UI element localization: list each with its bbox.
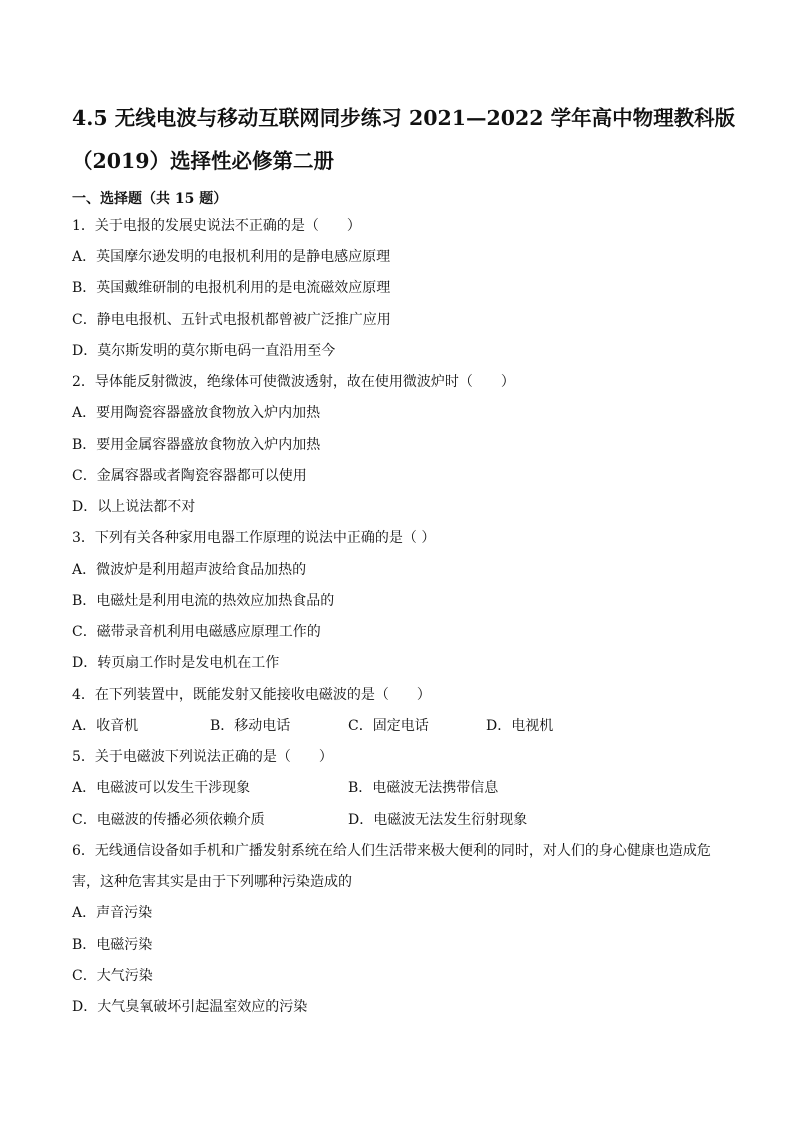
question-6-option-c: C．大气污染 [72,968,153,984]
question-2-option-a: A．要用陶瓷容器盛放食物放入炉内加热 [72,405,321,421]
question-3-option-d: D．转页扇工作时是发电机在工作 [72,655,280,671]
question-5-option-a: A．电磁波可以发生干涉现象 [72,780,251,796]
question-2-option-b: B．要用金属容器盛放食物放入炉内加热 [72,437,321,453]
question-4-option-b: B．移动电话 [210,718,291,734]
question-6-stem-line-1: 6．无线通信设备如手机和广播发射系统在给人们生活带来极大便利的同时，对人们的身心健康也造成危 [72,843,711,859]
question-2-option-c: C．金属容器或者陶瓷容器都可以使用 [72,468,307,484]
question-5-option-d: D．电磁波无法发生衍射现象 [348,812,528,828]
question-1-stem: 1．关于电报的发展史说法不正确的是（ ） [72,218,361,234]
question-1-option-a: A．英国摩尔逊发明的电报机利用的是静电感应原理 [72,249,391,265]
section-heading: 一、选择题（共 15 题） [72,191,228,207]
question-5-option-b: B．电磁波无法携带信息 [348,780,499,796]
question-6-option-a: A．声音污染 [72,905,153,921]
question-3-stem: 3．下列有关各种家用电器工作原理的说法中正确的是（ ） [72,530,436,546]
question-5-stem: 5．关于电磁波下列说法正确的是（ ） [72,749,333,765]
question-5-option-c: C．电磁波的传播必须依赖介质 [72,812,265,828]
question-4-stem: 4．在下列装置中，既能发射又能接收电磁波的是（ ） [72,687,431,703]
question-6-stem-line-2: 害，这种危害其实是由于下列哪种污染造成的 [72,874,352,890]
question-3-option-c: C．磁带录音机利用电磁感应原理工作的 [72,624,321,640]
question-1-option-b: B．英国戴维研制的电报机利用的是电流磁效应原理 [72,280,391,296]
question-2-stem: 2．导体能反射微波，绝缘体可使微波透射，故在使用微波炉时（ ） [72,374,515,390]
question-3-option-a: A．微波炉是利用超声波给食品加热的 [72,562,307,578]
question-4-option-d: D．电视机 [486,718,554,734]
question-4-option-c: C．固定电话 [348,718,429,734]
question-1-option-c: C．静电电报机、五针式电报机都曾被广泛推广应用 [72,312,391,328]
document-title-line-2: （2019）选择性必修第二册 [72,149,335,173]
question-4-option-a: A．收音机 [72,718,139,734]
question-6-option-b: B．电磁污染 [72,937,153,953]
question-6-option-d: D．大气臭氧破坏引起温室效应的污染 [72,999,308,1015]
question-3-option-b: B．电磁灶是利用电流的热效应加热食品的 [72,593,335,609]
document-title-line-1: 4.5 无线电波与移动互联网同步练习 2021—2022 学年高中物理教科版 [72,106,736,130]
question-1-option-d: D．莫尔斯发明的莫尔斯电码一直沿用至今 [72,343,336,359]
question-2-option-d: D．以上说法都不对 [72,499,196,515]
